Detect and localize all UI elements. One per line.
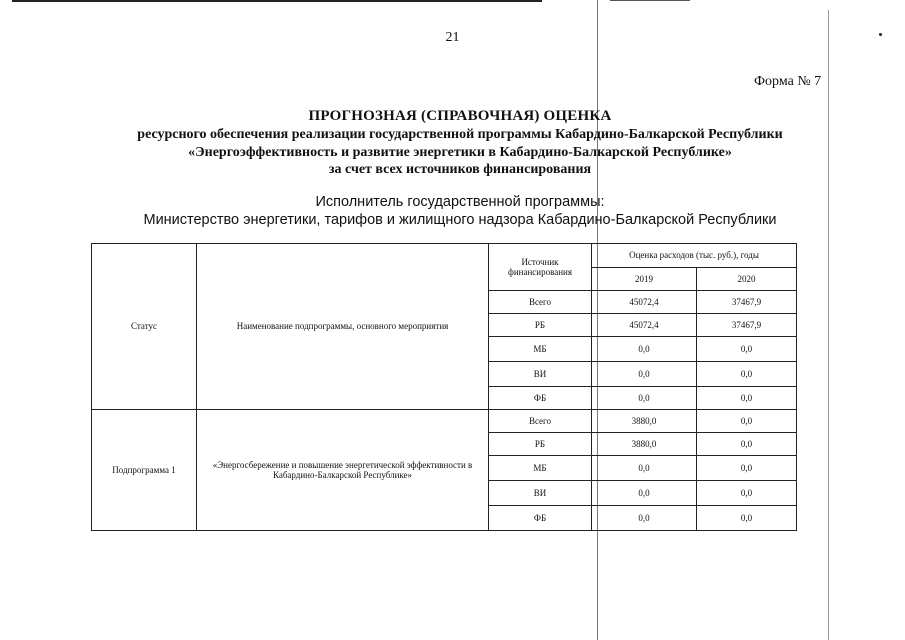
page-number: 21: [445, 30, 460, 45]
scan-top-rule: [12, 0, 542, 2]
value-2020: 0,0: [697, 387, 797, 410]
source-cell: ФБ: [489, 387, 592, 410]
source-cell: ФБ: [489, 506, 592, 531]
header-name: Наименование подпрограммы, основного мероприятия: [197, 244, 489, 410]
source-cell: МБ: [489, 456, 592, 481]
scan-edge-line: [828, 10, 829, 640]
source-cell: РБ: [489, 433, 592, 456]
value-2019: 0,0: [592, 506, 697, 531]
document-subtitle-3: за счет всех источников финансирования: [328, 162, 592, 177]
value-2020: 37467,9: [697, 291, 797, 314]
scan-top-rule-right: [610, 0, 690, 1]
value-2020: 0,0: [697, 481, 797, 506]
value-2019: 0,0: [592, 387, 697, 410]
document-subtitle-1: ресурсного обеспечения реализации государственной программы Кабардино-Балкарской Республики: [137, 127, 783, 142]
value-2020: 0,0: [697, 362, 797, 387]
header-source: Источник финансирования: [489, 244, 592, 291]
source-cell: ВИ: [489, 481, 592, 506]
value-2019: 0,0: [592, 481, 697, 506]
source-cell: РБ: [489, 314, 592, 337]
source-cell: ВИ: [489, 362, 592, 387]
subprogram-name: «Энергосбережение и повышение энергетической эффективности в Кабардино-Балкарской Республике»: [197, 410, 489, 531]
expense-table: [91, 243, 797, 531]
value-2019: 45072,4: [592, 314, 697, 337]
source-cell: Всего: [489, 410, 592, 433]
value-2020: 0,0: [697, 337, 797, 362]
header-expenses: Оценка расходов (тыс. руб.), годы: [592, 244, 797, 268]
value-2020: 0,0: [697, 456, 797, 481]
value-2019: 0,0: [592, 362, 697, 387]
value-2019: 3880,0: [592, 410, 697, 433]
value-2020: 0,0: [697, 506, 797, 531]
value-2020: 37467,9: [697, 314, 797, 337]
value-2019: 3880,0: [592, 433, 697, 456]
table-row: [92, 410, 797, 433]
source-cell: МБ: [489, 337, 592, 362]
document-title: ПРОГНОЗНАЯ (СПРАВОЧНАЯ) ОЦЕНКА: [308, 108, 612, 124]
executor-name: Министерство энергетики, тарифов и жилищного надзора Кабардино-Балкарской Республики: [143, 212, 777, 228]
executor-label: Исполнитель государственной программы:: [315, 194, 605, 210]
value-2020: 0,0: [697, 433, 797, 456]
document-subtitle-2: «Энергоэффективность и развитие энергетики в Кабардино-Балкарской Республике»: [188, 145, 732, 160]
subprogram-status: Подпрограмма 1: [92, 410, 197, 531]
header-year-2020: 2020: [697, 268, 797, 291]
form-number: Форма № 7: [754, 74, 822, 89]
source-cell: Всего: [489, 291, 592, 314]
value-2019: 45072,4: [592, 291, 697, 314]
value-2020: 0,0: [697, 410, 797, 433]
value-2019: 0,0: [592, 337, 697, 362]
header-year-2019: 2019: [592, 268, 697, 291]
value-2019: 0,0: [592, 456, 697, 481]
header-status: Статус: [92, 244, 197, 410]
